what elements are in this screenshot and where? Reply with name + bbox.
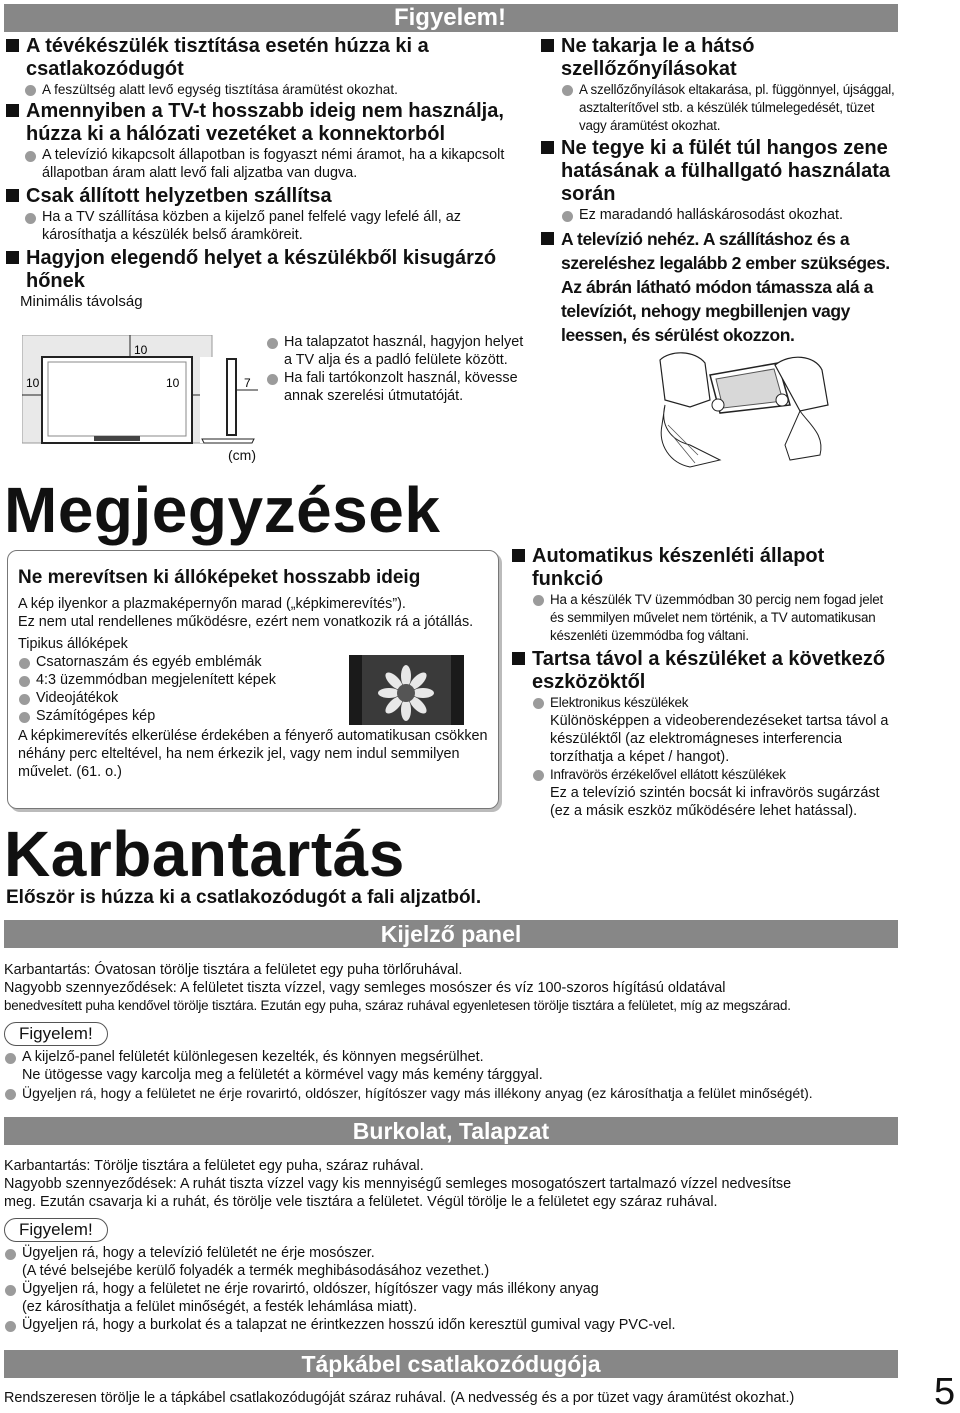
bullet-body: Ez a televízió szintén bocsát ki infravörös sugárzást (ez a másik eszköz működésére lehet hatással). [550, 785, 880, 819]
notice-p2: Ez nem utal rendellenes működésre, ezért nem vonatkozik rá a jótállás. [18, 614, 474, 630]
tv-front-icon [22, 335, 212, 443]
section-vents: Ne takarja le a hátsó szellőzőnyílásokat [541, 35, 899, 81]
text-line: Nagyobb szennyeződések: A ruhát tiszta vízzel vagy kis mennyiségű semleges mosogatószert tartalmazó vízzel nedvesítse [4, 1176, 792, 1192]
bullet-item: Ez maradandó halláskárosodást okozhat. [561, 206, 899, 224]
dim-top-label: 10 [134, 343, 148, 357]
text-line: Karbantartás: Óvatosan törölje tisztára a felületet egy puha törlőruhával. [4, 962, 463, 978]
heat-notes [266, 333, 528, 405]
bullet-item: A szellőzőnyílások eltakarása, pl. függönnyel, újsággal, asztalterítővel stb. a készülék túlmelegedését, tüzet vagy áramütést okozhat. [561, 81, 899, 135]
warning-header-title: Figyelem! [393, 4, 506, 31]
section-bar-display-panel [4, 920, 898, 948]
section-heavy-tv: A televízió nehéz. A szállításhoz és a szereléshez legalább 2 ember szükséges. Az ábrán látható módon támassza alá a televíziót, nehogy megbillenjen vagy leessen, és sérülést okozzon. [541, 227, 899, 347]
clearance-diagram [22, 335, 267, 465]
bullet-item: Ügyeljen rá, hogy a televízió felületét ne érje mosószer. [4, 1244, 904, 1262]
text-line: Nagyobb szennyeződések: A felületet tiszta vízzel, vagy semleges mosószer és víz 100-szoros hígítású oldatával [4, 980, 726, 996]
square-bullet-icon [512, 652, 525, 665]
bullet-item: Ha talapzatot használ, hagyjon helyet a TV alja és a padló felülete között. [266, 333, 528, 369]
right-notes [512, 545, 900, 820]
cabinet-stand-text [4, 1157, 904, 1334]
bullet-item: Ha fali tartókonzolt használ, kövesse annak szerelési útmutatóját. [266, 369, 528, 405]
section-bar-power-plug [4, 1350, 898, 1378]
warning-header-bar [4, 4, 514, 32]
text-line: (ez károsíthatja a felület minőségét, a festék lehámlása miatt). [22, 1299, 418, 1315]
bullet-item: Ügyeljen rá, hogy a felületet ne érje rovarirtó, oldószer, hígítószer vagy más illékony anyag (ez károsíthatja a felület minőségét). [4, 1084, 904, 1102]
bullet-item: A kijelző-panel felületét különlegesen kezelték, és könnyen megsérülhet. [4, 1048, 904, 1066]
page-number: 5 [934, 1371, 956, 1413]
power-plug-text: Rendszeresen törölje le a tápkábel csatlakozódugóját száraz ruhával. (A nedvesség és a por tüzet vagy áramütést okozhat.) [4, 1390, 795, 1406]
list-item: Videojátékok [18, 689, 488, 707]
text-line: (A tévé belsejébe kerülő folyadék a termék meghibásodásához vezethet.) [22, 1263, 490, 1279]
bullet-item: Elektronikus készülékek [532, 694, 900, 712]
square-bullet-icon [6, 251, 19, 264]
section-bar-cabinet-stand [4, 1117, 898, 1145]
square-bullet-icon [541, 39, 554, 52]
square-bullet-icon [6, 104, 19, 117]
two-person-carry-illustration [650, 345, 835, 470]
notice-p1: A kép ilyenkor a plazmaképernyőn marad („képkimerevítés”). [18, 596, 406, 612]
section-transport-upright: Csak állított helyzetben szállítsa [6, 185, 531, 208]
section-headphones: Ne tegye ki a fülét túl hangos zene hatásának a fülhallgató használata során [541, 137, 899, 206]
section-bar-label: Kijelző panel [380, 921, 522, 947]
bullet-item: Ügyeljen rá, hogy a burkolat és a talapzat ne érintkezzen hosszú időn keresztül gumival vagy PVC-vel. [4, 1316, 904, 1334]
dim-right-label: 10 [166, 376, 180, 390]
bullet-item: A televízió kikapcsolt állapotban is fogyaszt némi áramot, ha a kikapcsolt állapotban áram alatt levő fali aljzatba van dugva. [24, 146, 531, 182]
square-bullet-icon [6, 39, 19, 52]
min-distance-label: Minimális távolság [20, 293, 143, 310]
text-line: Karbantartás: Törölje tisztára a felületet egy puha, száraz ruhával. [4, 1158, 424, 1174]
section-bar-label: Burkolat, Talapzat [352, 1118, 550, 1144]
list-item: 4:3 üzemmódban megjelenített képek [18, 671, 488, 689]
section-heat-space: Hagyjon elegendő helyet a készülékből kisugárzó hőnek [6, 247, 531, 293]
tv-side-icon [200, 357, 260, 443]
bullet-item: Ha a készülék TV üzemmódban 30 percig nem fogad jelet és semmilyen művelet nem történik, a TV automatikusan készenléti üzemmódba fog váltani. [532, 591, 900, 645]
square-bullet-icon [541, 141, 554, 154]
flower-still-image [349, 655, 464, 725]
text-line: Ne ütögesse vagy karcolja meg a felületét a körmével vagy más kemény tárggyal. [22, 1067, 543, 1083]
dim-side-label: 7 [244, 376, 251, 390]
text-line: meg. Ezután csavarja ki a ruhát, és törölje vele tisztára a felületet. Végül törölje le a felületet egy száraz ruhával. [4, 1194, 718, 1210]
square-bullet-icon [541, 232, 554, 245]
notice-title: Ne merevítsen ki állóképeket hosszabb ideig [18, 567, 421, 588]
right-warnings [541, 35, 899, 347]
header-bar-extension [514, 4, 898, 32]
square-bullet-icon [512, 549, 525, 562]
section-unplug-long-time: Amennyiben a TV-t hosszabb ideig nem használja, húzza ki a hálózati vezetéket a konnektorból [6, 100, 531, 146]
unit-label: (cm) [228, 447, 256, 463]
section-bar-label: Tápkábel csatlakozódugója [301, 1351, 601, 1377]
list-item: Csatornaszám és egyéb emblémák [18, 653, 488, 671]
warning-pill: Figyelem! [4, 1218, 108, 1242]
bullet-body: Különösképpen a videoberendezéseket tartsa távol a készüléktől (az elektromágneses interferencia torzíthatja a képet / hangot). [550, 713, 889, 765]
typical-images-title: Tipikus állóképek [18, 636, 128, 652]
section-auto-standby: Automatikus készenléti állapot funkció [512, 545, 900, 591]
left-warnings [6, 35, 531, 311]
maintenance-first-step: Először is húzza ki a csatlakozódugót a fali aljzatból. [6, 887, 482, 908]
maintenance-heading: Karbantartás [4, 818, 405, 890]
text-line: benedvesített puha kendővel törölje tisztára. Ezután egy puha, száraz ruhával egyenletesen törölje tisztára a felületet, míg az megszárad. [4, 998, 791, 1013]
section-unplug-cleaning: A tévékészülék tisztítása esetén húzza ki a csatlakozódugót [6, 35, 531, 81]
list-item: Számítógépes kép [18, 707, 488, 725]
notes-heading: Megjegyzések [4, 474, 441, 546]
dim-left-label: 10 [26, 376, 40, 390]
bullet-item: Ha a TV szállítása közben a kijelző panel felfelé vagy lefelé áll, az károsíthatja a készülék belső áramköreit. [24, 208, 531, 244]
notice-p3: A képkimerevítés elkerülése érdekében a fényerő automatikusan csökken néhány perc elteltével, ha nem érkezik jel, vagy nem indul semmilyen művelet. (61. o.) [18, 728, 488, 780]
bullet-item: A feszültség alatt levő egység tisztítása áramütést okozhat. [24, 81, 531, 98]
square-bullet-icon [6, 189, 19, 202]
bullet-item: Infravörös érzékelővel ellátott készülékek [532, 766, 900, 784]
display-panel-text [4, 961, 904, 1102]
warning-pill: Figyelem! [4, 1022, 108, 1046]
section-keep-away: Tartsa távol a készüléket a következő eszközöktől [512, 648, 900, 694]
bullet-item: Ügyeljen rá, hogy a felületet ne érje rovarirtó, oldószer, hígítószer vagy más illékony anyag [4, 1280, 904, 1298]
